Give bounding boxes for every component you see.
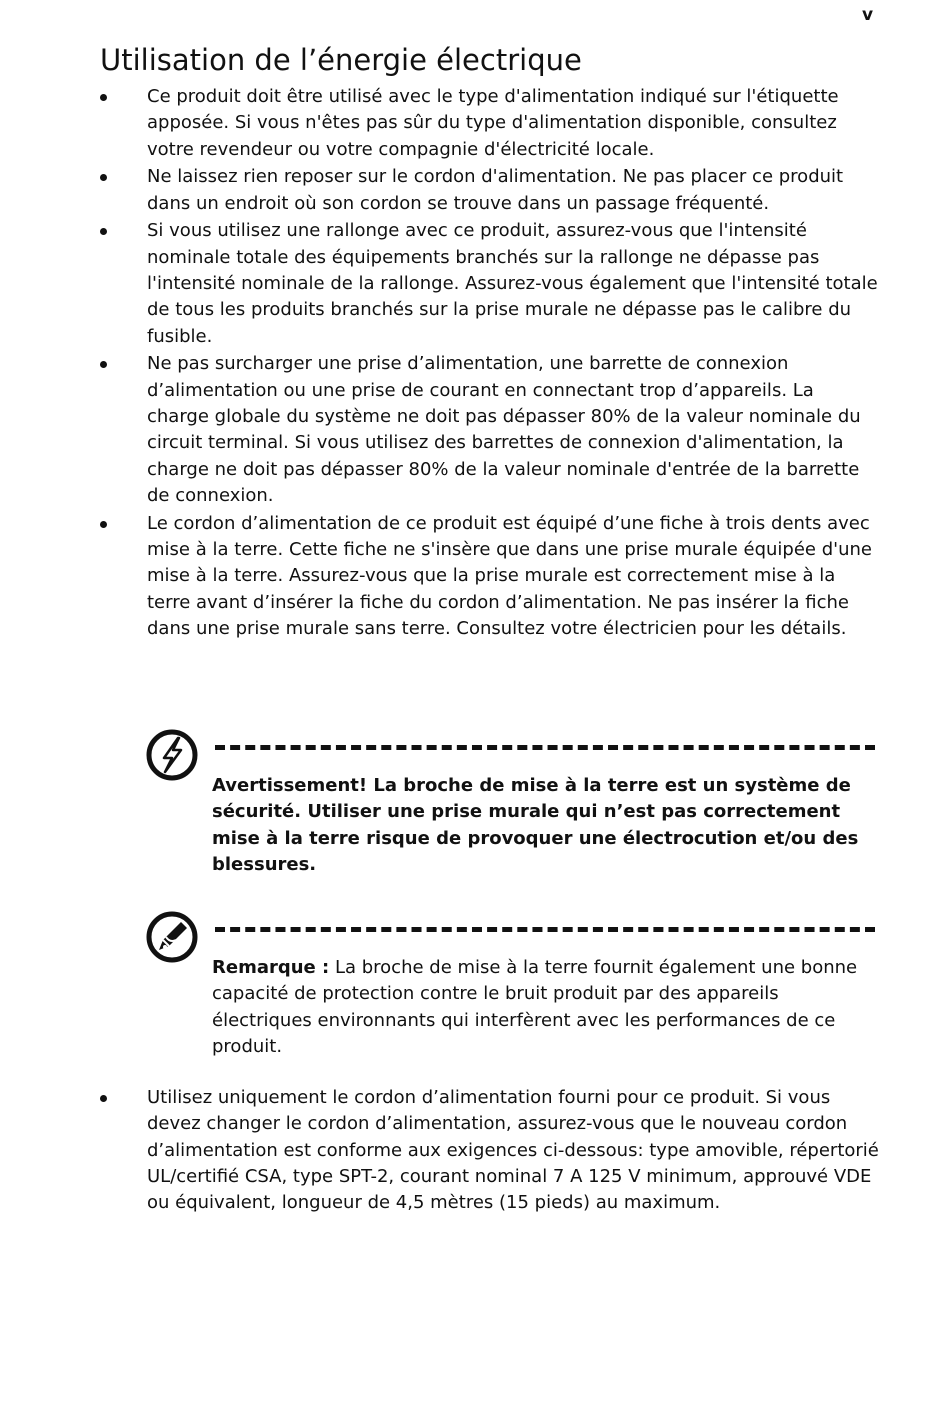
- safety-bullet-list: [100, 84, 880, 644]
- dashed-divider: [215, 927, 875, 932]
- list-item-text: Si vous utilisez une rallonge avec ce produit, assurez-vous que l'intensité nominale totale des équipements branchés sur la rallonge ne dépasse pas l'intensité nominale de la rallonge. Assurez-vous également que l'intensité totale de tous les produits branchés sur la prise murale ne dépasse pas le calibre du fusible.: [147, 220, 878, 347]
- note-text: La broche de mise à la terre fournit également une bonne capacité de protection contre le bruit produit par des appareils électriques environnants qui interfèrent avec les performances de ce produit.: [212, 957, 858, 1057]
- list-item: [100, 84, 880, 163]
- list-item-text: Ne laissez rien reposer sur le cordon d'alimentation. Ne pas placer ce produit dans un endroit où son cordon se trouve dans un passage fréquenté.: [147, 166, 844, 214]
- bullet-icon: [100, 361, 107, 368]
- bullet-icon: [100, 174, 107, 181]
- list-item: [100, 218, 880, 349]
- cord-bullet-list: [100, 1085, 880, 1218]
- warning-text: Avertissement! La broche de mise à la terre est un système de sécurité. Utiliser une prise murale qui n’est pas correctement mise à la terre risque de provoquer une électrocution et/ou des blessures.: [212, 775, 859, 875]
- note-text-block: [212, 955, 872, 1060]
- page-number: v: [862, 5, 874, 25]
- list-item: [100, 1085, 880, 1216]
- bullet-icon: [100, 521, 107, 528]
- bullet-icon: [100, 1095, 107, 1102]
- list-item: [100, 511, 880, 642]
- list-item: [100, 351, 880, 509]
- list-item-text: Le cordon d’alimentation de ce produit est équipé d’une fiche à trois dents avec mise à la terre. Cette fiche ne s'insère que dans une prise murale équipée d'une mise à la terre. Assurez-vous que la prise murale est correctement mise à la terre avant d’insérer la fiche du cordon d’alimentation. Ne pas insérer la fiche dans une prise murale sans terre. Consultez votre électricien pour les détails.: [147, 512, 872, 639]
- bullet-icon: [100, 228, 107, 235]
- page-title: Utilisation de l’énergie électrique: [100, 43, 582, 77]
- list-item-text: Utilisez uniquement le cordon d’alimentation fourni pour ce produit. Si vous devez changer le cordon d’alimentation, assurez-vous que le nouveau cordon d’alimentation est conforme aux exigences ci-dessous: type amovible, répertorié UL/certifié CSA, type SPT-2, courant nominal 7 A 125 V minimum, approuvé VDE ou équivalent, longueur de 4,5 mètres (15 pieds) au maximum.: [147, 1087, 879, 1214]
- pencil-note-icon: [145, 910, 199, 964]
- note-label: Remarque :: [212, 957, 330, 978]
- bullet-icon: [100, 94, 107, 101]
- list-item-text: Ce produit doit être utilisé avec le type d'alimentation indiqué sur l'étiquette apposée. Si vous n'êtes pas sûr du type d'alimentation disponible, consultez votre revendeur ou votre compagnie d'électricité locale.: [147, 86, 839, 160]
- list-item: [100, 164, 880, 217]
- list-item-text: Ne pas surcharger une prise d’alimentation, une barrette de connexion d’alimentation ou une prise de courant en connectant trop d’appareils. La charge globale du système ne doit pas dépasser 80% de la valeur nominale du circuit terminal. Si vous utilisez des barrettes de connexion d'alimentation, la charge ne doit pas dépasser 80% de la valeur nominale d'entrée de la barrette de connexion.: [147, 353, 861, 506]
- dashed-divider: [215, 745, 875, 750]
- lightning-warning-icon: [145, 728, 199, 782]
